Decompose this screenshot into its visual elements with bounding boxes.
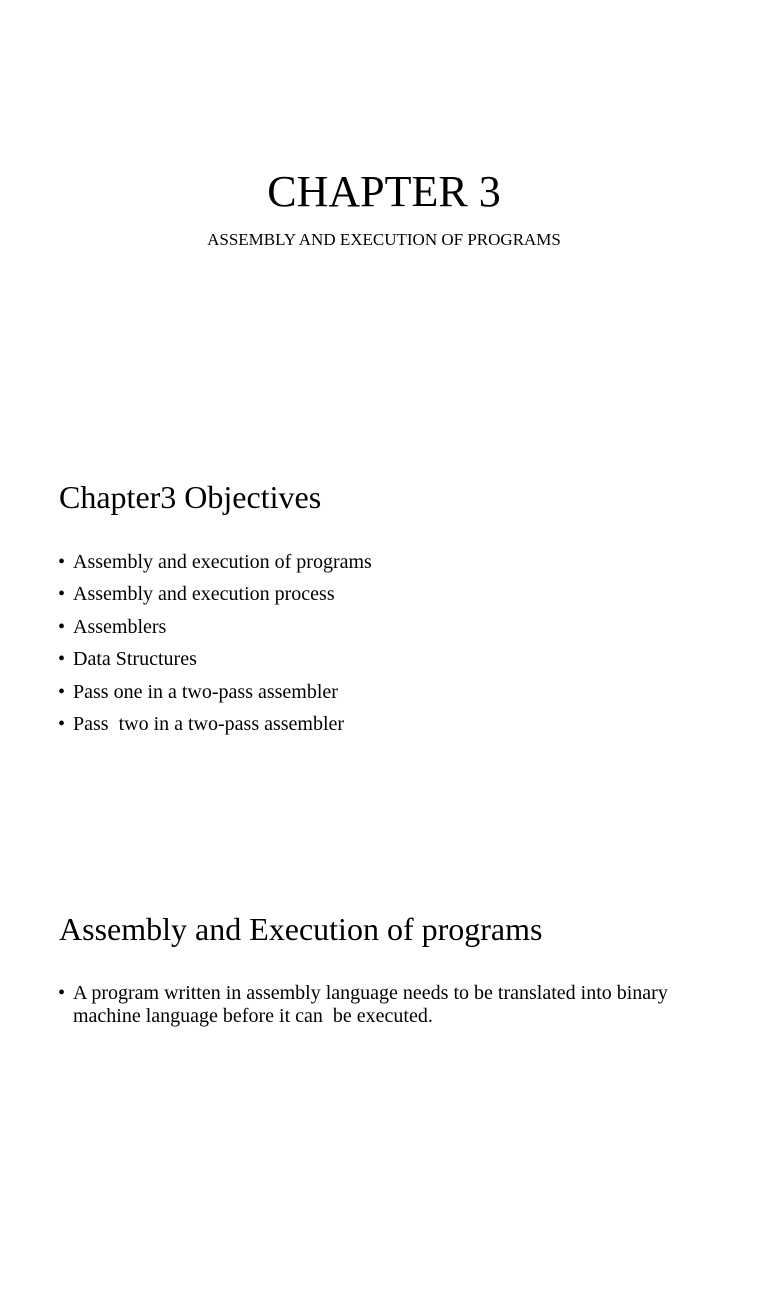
bullet-icon: • <box>58 648 66 671</box>
objectives-list <box>58 546 708 740</box>
execution-slide <box>0 864 768 1296</box>
chapter-subtitle: ASSEMBLY AND EXECUTION OF PROGRAMS <box>207 230 561 249</box>
title-slide <box>0 0 768 432</box>
list-item <box>58 546 708 578</box>
objective-text: Data Structures <box>73 648 197 671</box>
objectives-slide <box>0 432 768 864</box>
bullet-icon: • <box>58 713 66 736</box>
bullet-icon: • <box>58 615 66 638</box>
objectives-heading: Chapter3 Objectives <box>59 479 322 515</box>
list-item <box>58 982 708 1028</box>
list-item <box>58 578 708 610</box>
execution-text: A program written in assembly language needs to be translated into binary machine language before it can be executed. <box>73 982 673 1027</box>
chapter-title: CHAPTER 3 <box>267 167 501 216</box>
list-item <box>58 708 708 740</box>
list-item <box>58 643 708 675</box>
list-item <box>58 611 708 643</box>
execution-heading: Assembly and Execution of programs <box>59 911 543 947</box>
objective-text: Assemblers <box>73 615 167 638</box>
bullet-icon: • <box>58 583 66 606</box>
objective-text: Pass one in a two-pass assembler <box>73 680 338 703</box>
objective-text: Assembly and execution of programs <box>73 551 372 573</box>
bullet-icon: • <box>58 551 66 573</box>
objective-text: Pass two in a two-pass assembler <box>73 713 345 736</box>
execution-list <box>58 982 708 1028</box>
bullet-icon: • <box>58 680 66 703</box>
list-item <box>58 676 708 708</box>
objective-text: Assembly and execution process <box>73 583 335 606</box>
bullet-icon: • <box>58 982 66 1004</box>
